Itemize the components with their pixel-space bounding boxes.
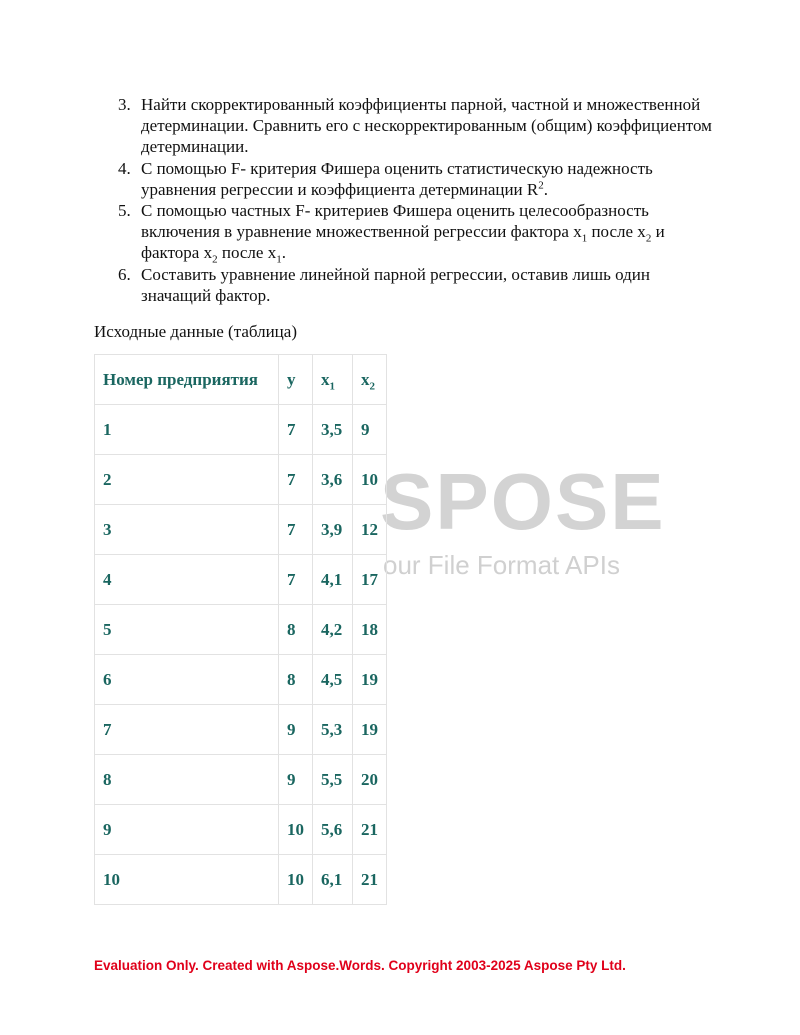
cell-y: 9 — [279, 755, 313, 805]
cell-x1: 3,9 — [313, 505, 353, 555]
cell-company-number: 8 — [95, 755, 279, 805]
cell-x1: 5,5 — [313, 755, 353, 805]
task-text: Составить уравнение линейной парной регрессии, оставив лишь один значащий фактор. — [141, 264, 650, 305]
cell-x2: 21 — [353, 805, 387, 855]
cell-x2: 21 — [353, 855, 387, 905]
task-number: 3. — [118, 95, 131, 114]
table-row — [95, 855, 387, 905]
cell-x1: 6,1 — [313, 855, 353, 905]
table-row — [95, 505, 387, 555]
table-row — [95, 655, 387, 705]
task-list — [118, 94, 721, 306]
task-text: С помощью частных F- критериев Фишера оценить целесообразность включения в уравнение множественной регрессии фактора $x_1$ после $x_2$ и фактора $x_2$ после $x_1$. — [141, 201, 665, 266]
cell-company-number: 10 — [95, 855, 279, 905]
watermark-tagline: our File Format APIs — [383, 550, 620, 580]
cell-x1: 4,1 — [313, 555, 353, 605]
table-row — [95, 605, 387, 655]
cell-x2: 19 — [353, 705, 387, 755]
cell-company-number: 9 — [95, 805, 279, 855]
task-item — [118, 200, 721, 266]
cell-x1: 4,5 — [313, 655, 353, 705]
cell-y: 7 — [279, 455, 313, 505]
header-y: y — [279, 355, 313, 405]
cell-x1: 4,2 — [313, 605, 353, 655]
table-row — [95, 405, 387, 455]
cell-x2: 18 — [353, 605, 387, 655]
cell-x1: 5,3 — [313, 705, 353, 755]
cell-x2: 12 — [353, 505, 387, 555]
cell-y: 8 — [279, 655, 313, 705]
task-item — [118, 94, 721, 157]
task-number: 5. — [118, 201, 131, 220]
task-item — [118, 158, 721, 200]
cell-x1: 5,6 — [313, 805, 353, 855]
cell-x1: 3,6 — [313, 455, 353, 505]
table-row — [95, 455, 387, 505]
cell-y: 7 — [279, 405, 313, 455]
cell-y: 7 — [279, 505, 313, 555]
cell-y: 10 — [279, 855, 313, 905]
task-text: С помощью F- критерия Фишера оценить статистическую надежность уравнения регрессии и коэффициента детерминации $R^2$. — [141, 158, 653, 199]
table-row — [95, 805, 387, 855]
cell-company-number: 2 — [95, 455, 279, 505]
task-text: Найти скорректированный коэффициенты парной, частной и множественной детерминации. Сравнить его с нескорректированным (общим) коэффициентом детерминации. — [141, 95, 712, 156]
header-company-number: Номер предприятия — [95, 355, 279, 405]
cell-y: 10 — [279, 805, 313, 855]
cell-x2: 20 — [353, 755, 387, 805]
cell-company-number: 5 — [95, 605, 279, 655]
table-row — [95, 555, 387, 605]
cell-x1: 3,5 — [313, 405, 353, 455]
task-item — [118, 264, 721, 306]
task-number: 4. — [118, 158, 131, 178]
evaluation-footer: Evaluation Only. Created with Aspose.Words. Copyright 2003-2025 Aspose Pty Ltd. — [94, 958, 626, 973]
cell-y: 7 — [279, 555, 313, 605]
table-row — [95, 755, 387, 805]
cell-company-number: 6 — [95, 655, 279, 705]
cell-company-number: 4 — [95, 555, 279, 605]
cell-company-number: 3 — [95, 505, 279, 555]
cell-y: 9 — [279, 705, 313, 755]
cell-x2: 17 — [353, 555, 387, 605]
table-header-row — [95, 355, 387, 405]
watermark-logo-text: SPOSE — [380, 457, 666, 546]
task-number: 6. — [118, 264, 131, 284]
header-x1: $x_1$ — [313, 355, 353, 405]
cell-y: 8 — [279, 605, 313, 655]
cell-x2: 10 — [353, 455, 387, 505]
cell-x2: 19 — [353, 655, 387, 705]
table-row — [95, 705, 387, 755]
source-data-table — [94, 354, 387, 905]
table-caption: Исходные данные (таблица) — [94, 322, 297, 341]
cell-x2: 9 — [353, 405, 387, 455]
header-x2: $x_2$ — [353, 355, 387, 405]
cell-company-number: 1 — [95, 405, 279, 455]
cell-company-number: 7 — [95, 705, 279, 755]
